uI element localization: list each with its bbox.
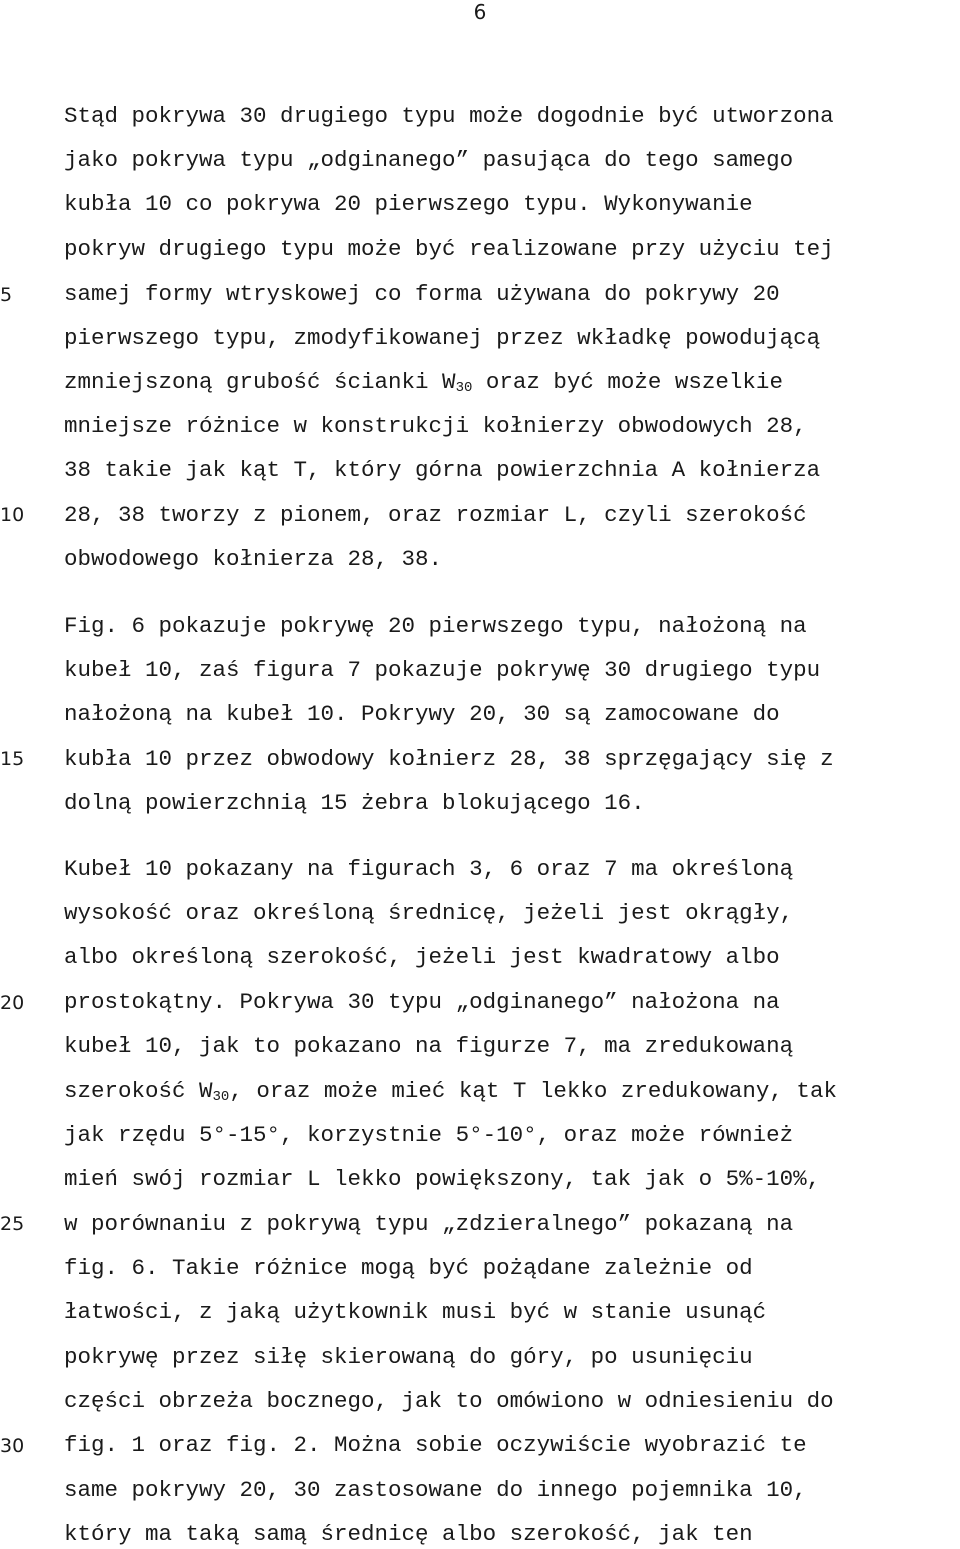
- text-segment: , oraz może mieć kąt T lekko zredukowany, tak: [229, 1078, 837, 1104]
- text-line: 38 takie jak kąt T, który górna powierzchnia A kołnierza: [64, 457, 821, 483]
- line-number: 15: [0, 748, 25, 770]
- text-line: albo określoną szerokość, jeżeli jest kwadratowy albo: [64, 944, 780, 970]
- text-line: Stąd pokrywa 30 drugiego typu może dogodnie być utworzona: [64, 103, 834, 129]
- text-line: pokryw drugiego typu może być realizowane przy użyciu tej: [64, 236, 834, 262]
- text-line: kubeł 10, jak to pokazano na figurze 7, ma zredukowaną: [64, 1033, 794, 1059]
- text-line: mień swój rozmiar L lekko powiększony, tak jak o 5%-10%,: [64, 1166, 821, 1192]
- text-line: prostokątny. Pokrywa 30 typu „odginanego” nałożona na: [64, 989, 780, 1015]
- text-line: fig. 6. Takie różnice mogą być pożądane zależnie od: [64, 1255, 753, 1281]
- text-line: nałożoną na kubeł 10. Pokrywy 20, 30 są zamocowane do: [64, 701, 780, 727]
- subscript: 30: [212, 1089, 230, 1105]
- text-line: dolną powierzchnią 15 żebra blokującego 16.: [64, 790, 645, 816]
- line-number: 10: [0, 504, 25, 526]
- text-line: Kubeł 10 pokazany na figurach 3, 6 oraz 7 ma określoną: [64, 856, 794, 882]
- text-line: wysokość oraz określoną średnicę, jeżeli jest okrągły,: [64, 900, 794, 926]
- text-line: jako pokrywa typu „odginanego” pasująca do tego samego: [64, 147, 794, 173]
- text-line: kubła 10 co pokrywa 20 pierwszego typu. Wykonywanie: [64, 191, 753, 217]
- text-line: jak rzędu 5°-15°, korzystnie 5°-10°, oraz może również: [64, 1122, 794, 1148]
- text-line: łatwości, z jaką użytkownik musi być w stanie usunąć: [64, 1299, 767, 1325]
- text-line: kubła 10 przez obwodowy kołnierz 28, 38 sprzęgający się z: [64, 746, 834, 772]
- text-segment: zmniejszoną grubość ścianki W: [64, 369, 456, 395]
- text-line: fig. 1 oraz fig. 2. Można sobie oczywiście wyobrazić te: [64, 1432, 807, 1458]
- text-line: pokrywę przez siłę skierowaną do góry, po usunięciu: [64, 1344, 753, 1370]
- text-line: kubeł 10, zaś figura 7 pokazuje pokrywę 30 drugiego typu: [64, 657, 821, 683]
- text-line: [64, 367, 783, 403]
- text-line: mniejsze różnice w konstrukcji kołnierzy obwodowych 28,: [64, 413, 807, 439]
- text-line: same pokrywy 20, 30 zastosowane do innego pojemnika 10,: [64, 1477, 807, 1503]
- text-line: w porównaniu z pokrywą typu „zdzieralnego” pokazaną na: [64, 1211, 794, 1237]
- line-number: 5: [0, 284, 13, 306]
- text-line: samej formy wtryskowej co forma używana do pokrywy 20: [64, 281, 780, 307]
- text-segment: szerokość W: [64, 1078, 213, 1104]
- text-line: pierwszego typu, zmodyfikowanej przez wkładkę powodującą: [64, 325, 821, 351]
- text-segment: oraz być może wszelkie: [472, 369, 783, 395]
- line-number: 25: [0, 1213, 25, 1235]
- text-line: części obrzeża bocznego, jak to omówiono w odniesieniu do: [64, 1388, 834, 1414]
- line-number: 20: [0, 992, 25, 1014]
- text-line: 28, 38 tworzy z pionem, oraz rozmiar L, czyli szerokość: [64, 502, 807, 528]
- text-line: obwodowego kołnierza 28, 38.: [64, 546, 443, 572]
- page-number: 6: [473, 0, 487, 24]
- line-number: 30: [0, 1435, 25, 1457]
- subscript: 30: [455, 380, 473, 396]
- text-line: który ma taką samą średnicę albo szerokość, jak ten: [64, 1521, 753, 1547]
- text-line: [64, 1076, 837, 1112]
- text-line: Fig. 6 pokazuje pokrywę 20 pierwszego typu, nałożoną na: [64, 613, 807, 639]
